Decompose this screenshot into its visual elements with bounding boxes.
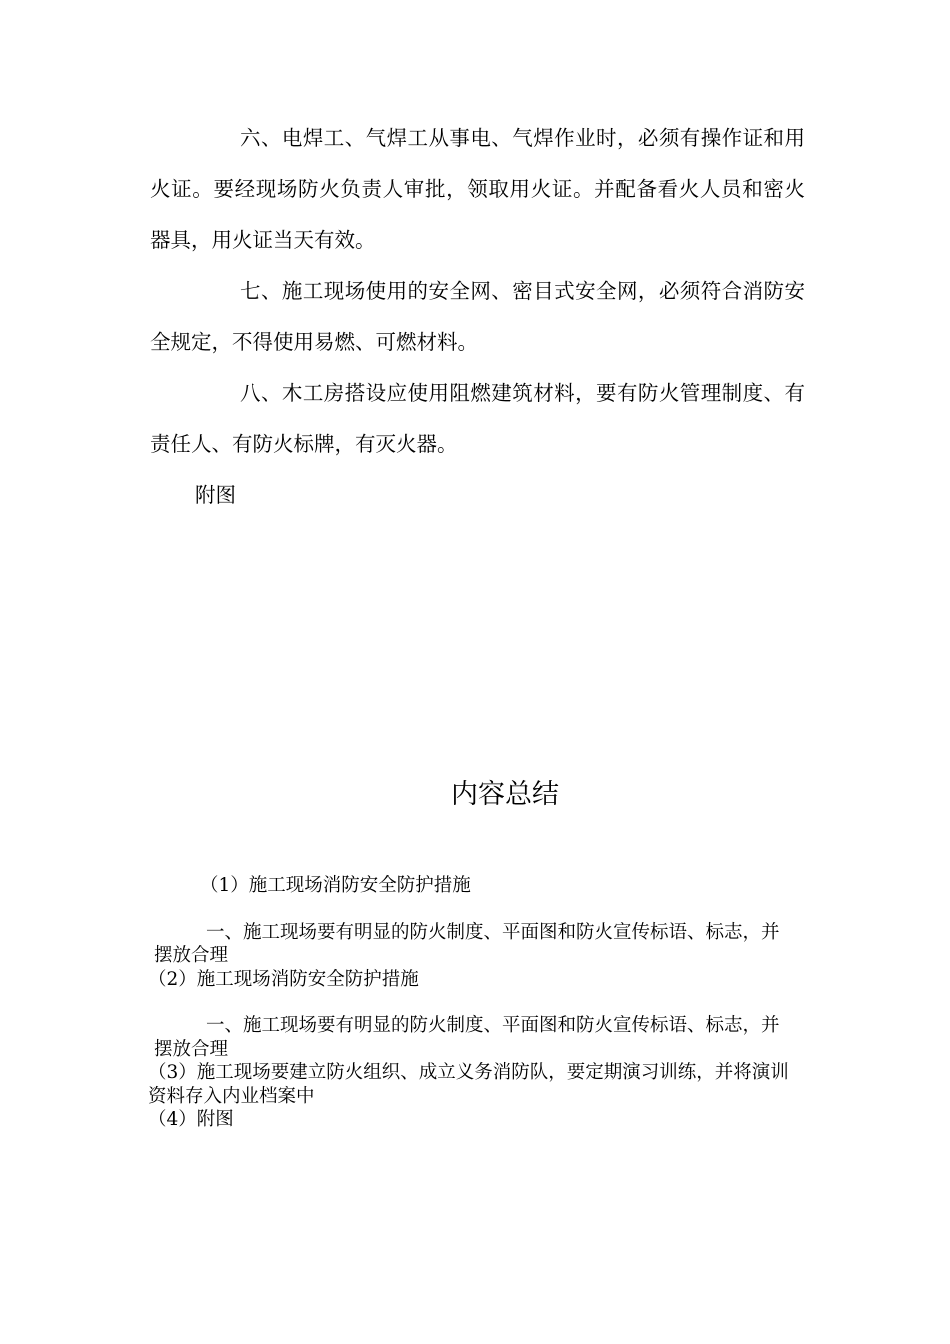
summary-item-2-detail (154, 1014, 794, 1061)
paragraph-safety-net: 七、施工现场使用的安全网、密目式安全网，必须符合消防安全规定，不得使用易燃、可燃材料。 (150, 279, 805, 354)
summary-title: 内容总结 (451, 779, 559, 810)
summary-item-1-detail (154, 921, 794, 968)
summary-item-1-detail-text: 一、施工现场要有明显的防火制度、平面图和防火宣传标语、标志，并摆放合理 (154, 921, 780, 966)
summary-item-2-detail-text: 一、施工现场要有明显的防火制度、平面图和防火宣传标语、标志，并摆放合理 (154, 1015, 780, 1060)
paragraph-welding-permit: 六、电焊工、气焊工从事电、气焊作业时，必须有操作证和用火证。要经现场防火负责人审批，领取用火证。并配备看火人员和密火器具，用火证当天有效。 (150, 126, 805, 252)
summary-item-4: （4）附图 (148, 1109, 234, 1130)
paragraph-attachment: 附图 (195, 483, 236, 507)
paragraph-carpentry-shop: 八、木工房搭设应使用阻燃建筑材料，要有防火管理制度、有责任人、有防火标牌，有灭火器。 (150, 381, 805, 456)
summary-item-2: （2）施工现场消防安全防护措施 (148, 968, 419, 990)
summary-list (148, 874, 794, 1132)
summary-item-1: （1）施工现场消防安全防护措施 (200, 875, 471, 896)
body-text (150, 113, 805, 521)
summary-item-3: （3）施工现场要建立防火组织、成立义务消防队，要定期演习训练，并将演训资料存入内业档案中 (148, 1062, 789, 1107)
